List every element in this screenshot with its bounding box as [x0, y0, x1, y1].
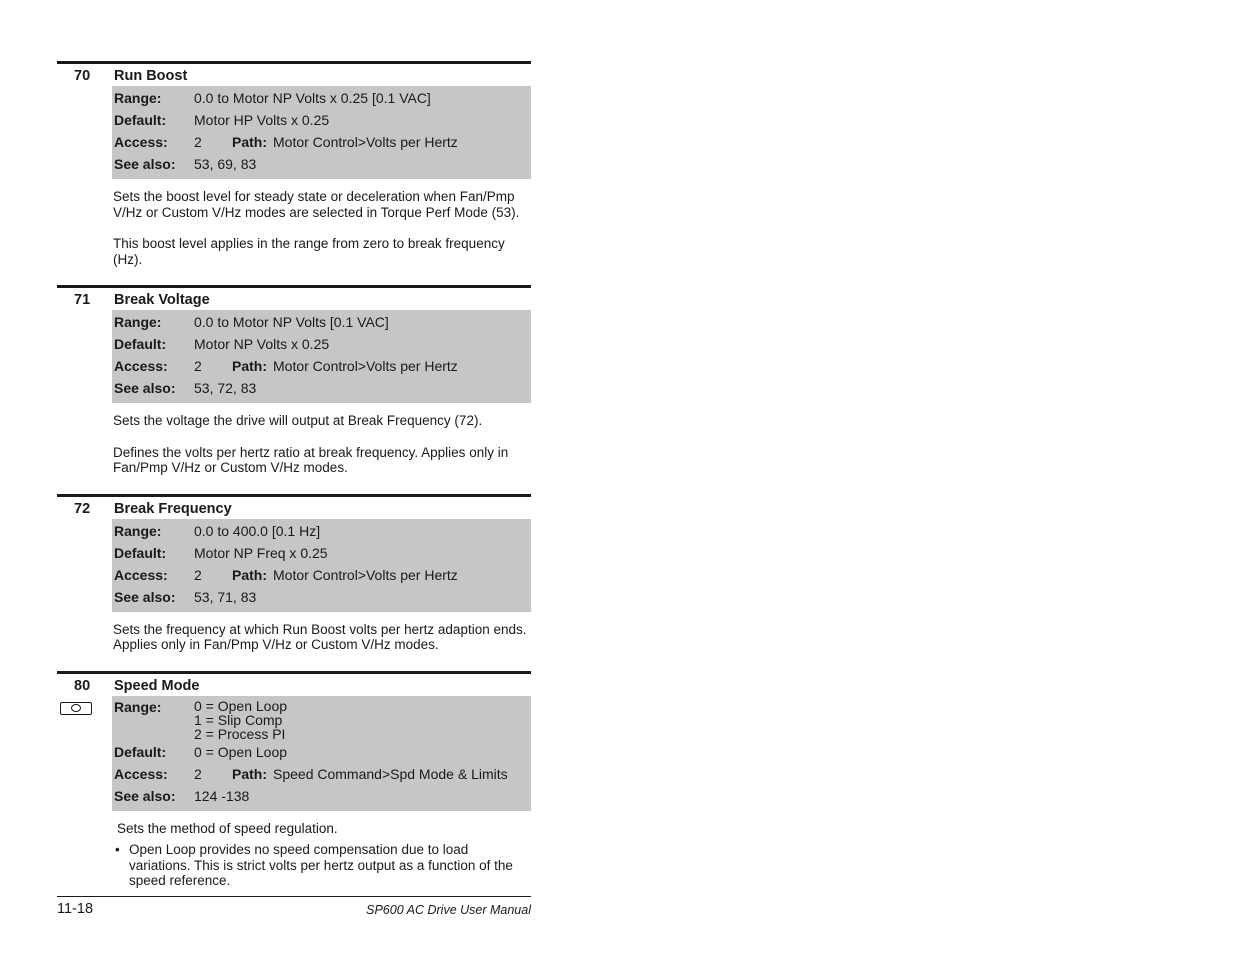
- default-value: Motor HP Volts x 0.25: [194, 112, 330, 128]
- range-value: 0.0 to Motor NP Volts x 0.25 [0.1 VAC]: [194, 90, 431, 106]
- range-label: Range:: [114, 90, 162, 106]
- parameter-name: Break Frequency: [114, 500, 232, 517]
- description-paragraph: Sets the frequency at which Run Boost volts per hertz adaption ends. Applies only in Fan/Pmp V/Hz or Custom V/Hz modes.: [113, 621, 527, 652]
- range-label: Range:: [114, 522, 162, 539]
- see-also-label: See also:: [114, 787, 176, 804]
- default-label: Default:: [114, 336, 167, 352]
- access-value: 2: [194, 134, 202, 150]
- see-also-value: 53, 69, 83: [194, 156, 257, 172]
- parameter-info-box: [112, 696, 531, 811]
- path-label: Path:: [232, 566, 267, 583]
- parameter-header: [57, 61, 531, 86]
- parameter-description: [113, 821, 531, 889]
- parameter-number: 71: [74, 292, 91, 308]
- access-label: Access:: [114, 134, 168, 150]
- parameter-info-box: [112, 519, 531, 612]
- see-also-value: 53, 72, 83: [194, 380, 257, 396]
- open-loop-icon: [60, 702, 92, 715]
- access-value: 2: [194, 358, 202, 374]
- default-value: Motor NP Volts x 0.25: [194, 336, 330, 352]
- manual-title: SP600 AC Drive User Manual: [366, 903, 531, 917]
- see-also-label: See also:: [114, 380, 176, 396]
- bullet-text: Open Loop provides no speed compensation due to load variations. This is strict volts per hertz output as a function of the speed reference.: [129, 842, 513, 888]
- description-paragraph: This boost level applies in the range from zero to break frequency (Hz).: [113, 236, 505, 267]
- default-label: Default:: [114, 112, 167, 128]
- see-also-label: See also:: [114, 588, 176, 605]
- range-option: 1 = Slip Comp: [194, 711, 283, 728]
- parameter-name: Speed Mode: [114, 677, 200, 694]
- description-paragraph: Defines the volts per hertz ratio at break frequency. Applies only in Fan/Pmp V/Hz or Custom V/Hz modes.: [113, 444, 509, 475]
- description-paragraph: Sets the boost level for steady state or deceleration when Fan/Pmp V/Hz or Custom V/Hz modes are selected in Torque Perf Mode (53).: [113, 189, 520, 220]
- parameter-header: [57, 494, 531, 519]
- parameter-description: [113, 189, 531, 267]
- see-also-value: 53, 71, 83: [194, 588, 257, 605]
- bullet-icon: •: [115, 842, 120, 857]
- path-value: Motor Control>Volts per Hertz: [273, 134, 458, 150]
- parameter-80: [57, 671, 531, 889]
- parameter-71: [57, 285, 531, 476]
- parameter-72: [57, 494, 531, 653]
- access-value: 2: [194, 566, 202, 583]
- description-paragraph: Sets the method of speed regulation.: [117, 820, 338, 836]
- access-label: Access:: [114, 765, 168, 782]
- default-label: Default:: [114, 544, 167, 561]
- path-value: Motor Control>Volts per Hertz: [273, 358, 458, 374]
- access-label: Access:: [114, 566, 168, 583]
- parameter-info-box: [112, 86, 531, 179]
- path-label: Path:: [232, 765, 267, 782]
- description-paragraph: Sets the voltage the drive will output at Break Frequency (72).: [113, 413, 483, 428]
- path-value: Speed Command>Spd Mode & Limits: [273, 765, 508, 782]
- see-also-value: 124 -138: [194, 787, 250, 804]
- range-value-list: [194, 699, 531, 741]
- range-label: Range:: [114, 314, 162, 330]
- default-value: Motor NP Freq x 0.25: [194, 544, 328, 561]
- parameter-number: 72: [74, 500, 91, 517]
- page-number: 11-18: [57, 901, 94, 917]
- path-label: Path:: [232, 134, 267, 150]
- footer-divider: [57, 896, 531, 897]
- default-value: 0 = Open Loop: [194, 743, 288, 760]
- range-option: 0 = Open Loop: [194, 697, 288, 714]
- range-value: 0.0 to Motor NP Volts [0.1 VAC]: [194, 314, 389, 330]
- range-label: Range:: [114, 698, 162, 715]
- parameter-column: [57, 61, 531, 907]
- access-value: 2: [194, 765, 202, 782]
- parameter-number: 80: [74, 677, 91, 694]
- path-value: Motor Control>Volts per Hertz: [273, 566, 458, 583]
- parameter-description: [113, 622, 531, 653]
- range-value: 0.0 to 400.0 [0.1 Hz]: [194, 522, 321, 539]
- path-label: Path:: [232, 358, 267, 374]
- parameter-header: [57, 671, 531, 696]
- parameter-name: Break Voltage: [114, 292, 210, 308]
- bullet-item: [113, 842, 531, 889]
- range-option: 2 = Process PI: [194, 725, 286, 742]
- parameter-description: [113, 413, 531, 476]
- parameter-header: [57, 285, 531, 310]
- parameter-info-box: [112, 310, 531, 403]
- parameter-name: Run Boost: [114, 68, 188, 84]
- access-label: Access:: [114, 358, 168, 374]
- see-also-label: See also:: [114, 156, 176, 172]
- parameter-70: [57, 61, 531, 267]
- parameter-number: 70: [74, 68, 91, 84]
- default-label: Default:: [114, 743, 167, 760]
